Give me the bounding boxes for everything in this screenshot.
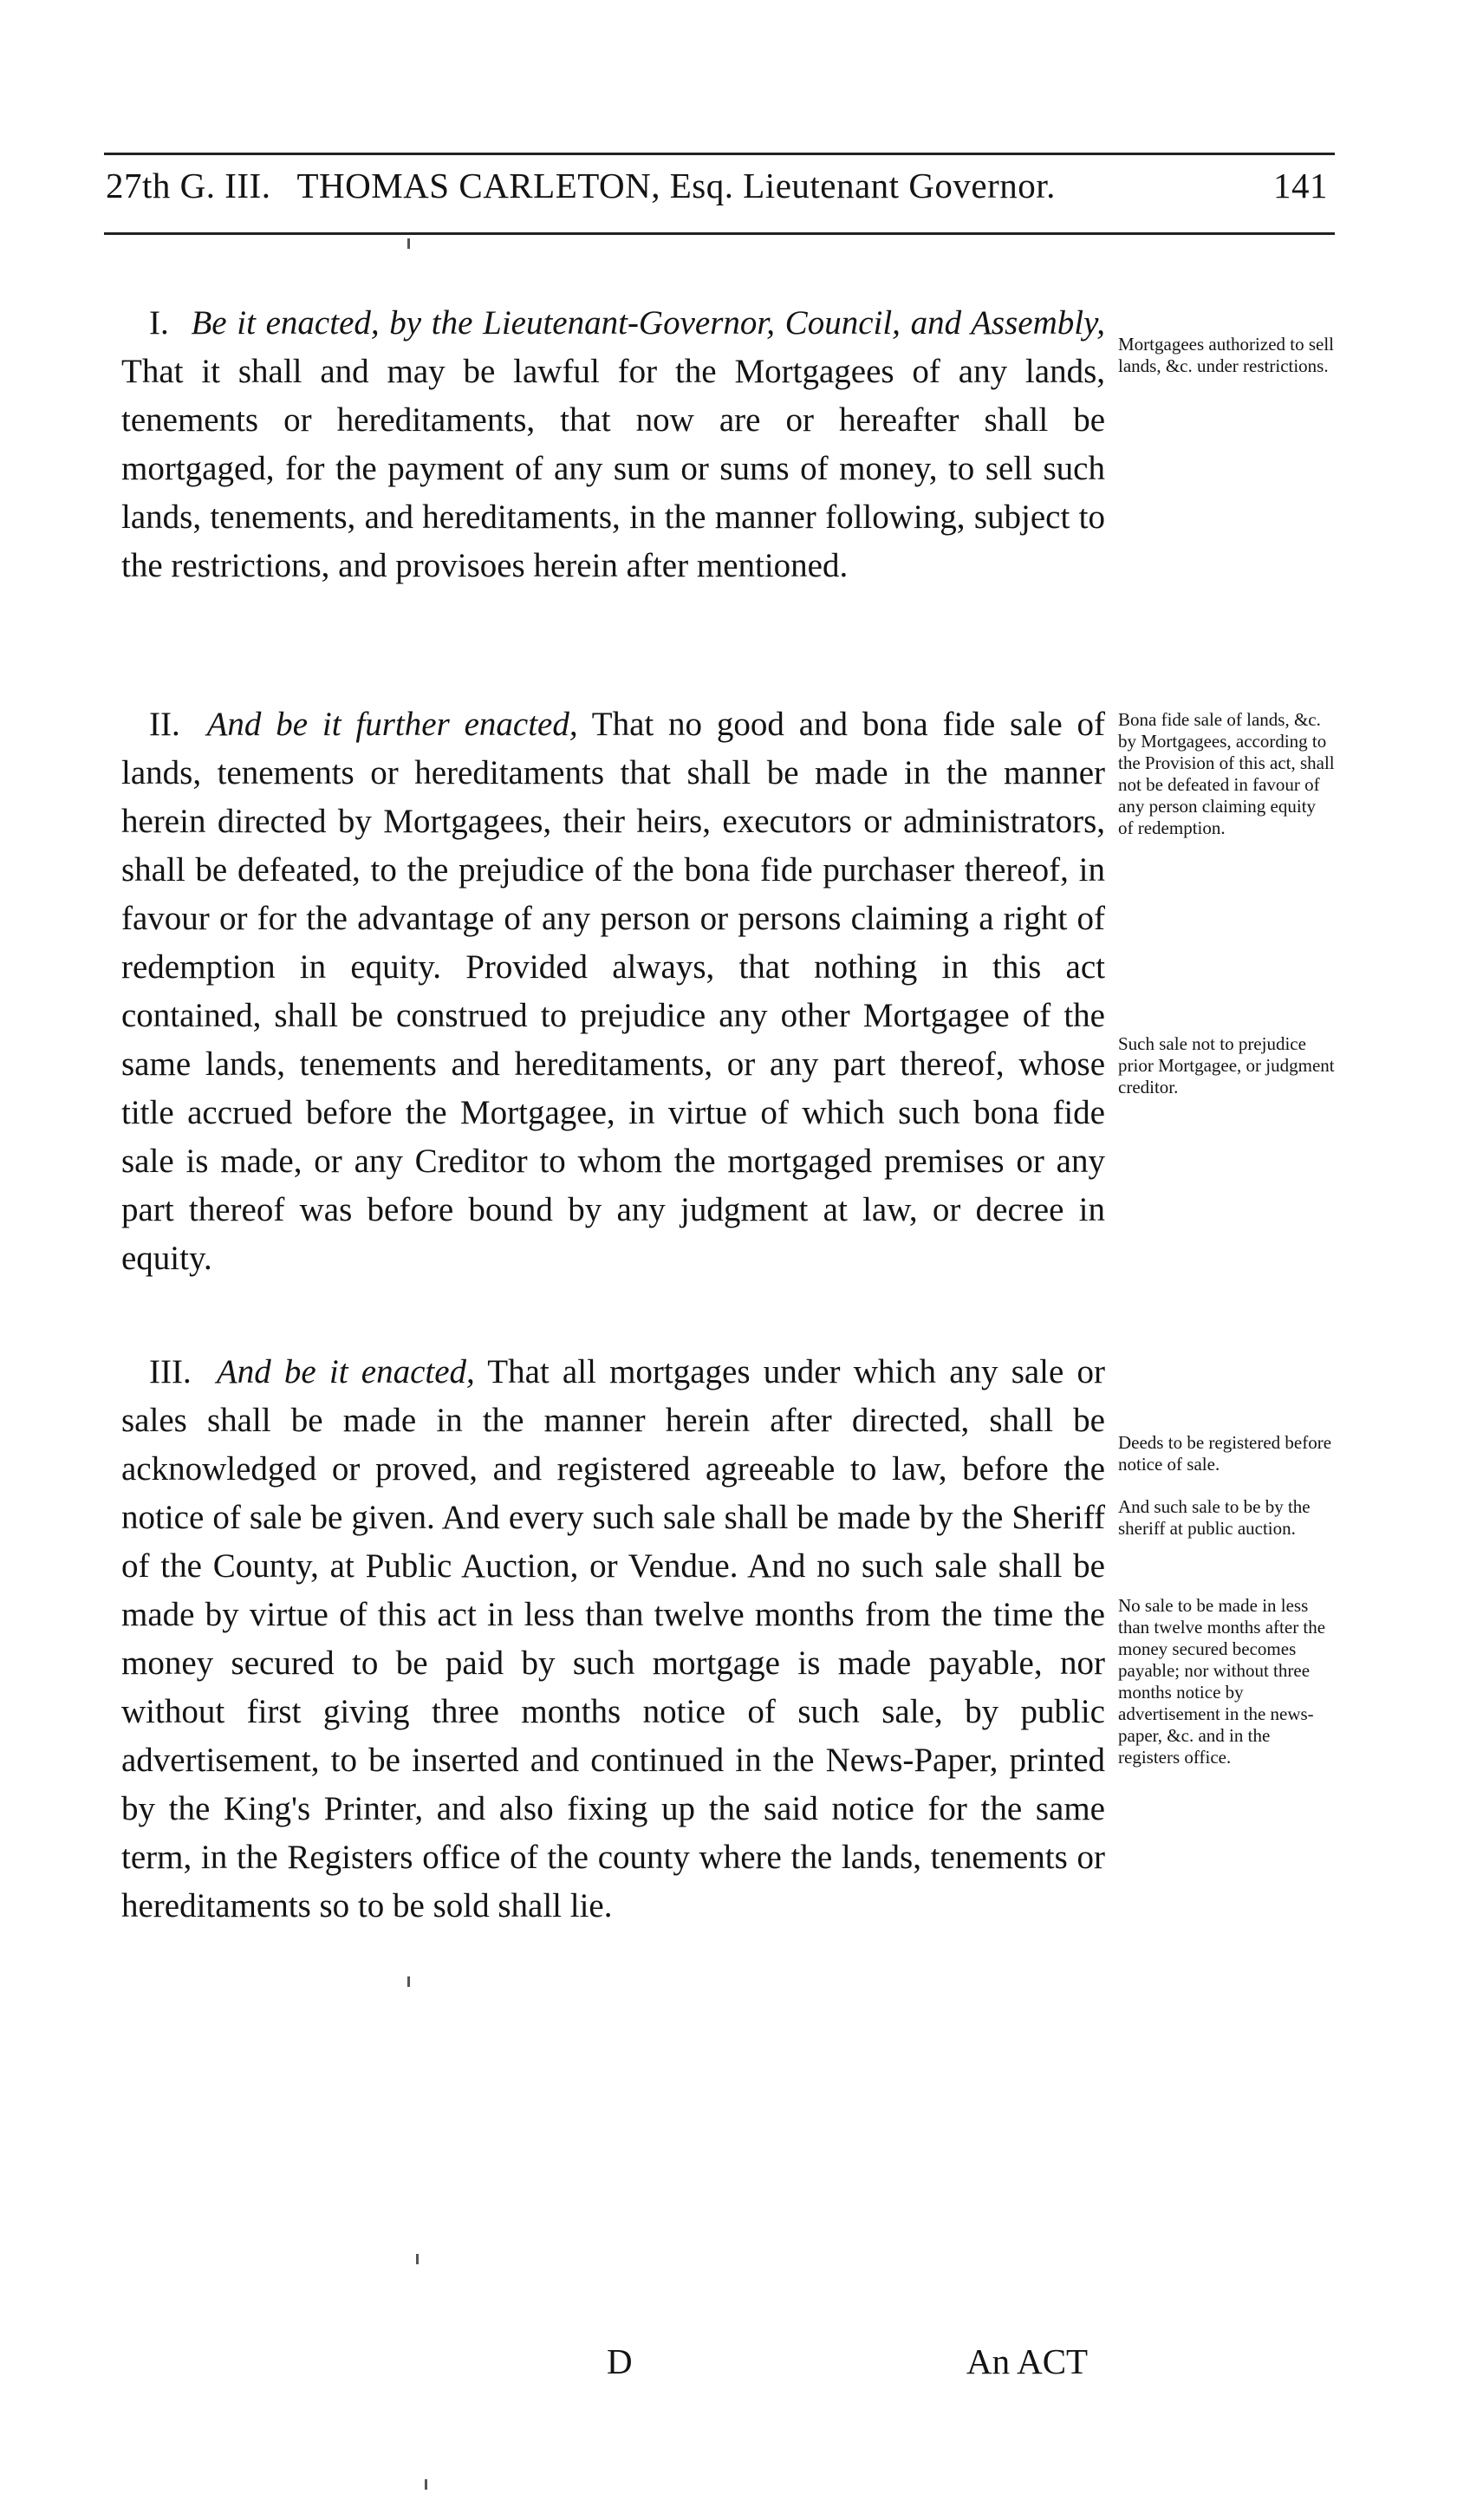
section-text: That it shall and may be lawful for the Mortgagees of any lands, tenements or hereditaments, that now are or hereafter shall be mortgaged, for the payment of any sum or sums of money, to sell such lands, tenements, and hereditaments, in the manner following, subject to the restrictions, and provisoes herein after mentioned. (121, 353, 1105, 584)
scan-speck (425, 2479, 427, 2490)
enacting-clause: And be it further enacted, (206, 706, 578, 743)
enacting-clause: Be it enacted, by the Lieutenant-Governor, Council, and Assembly, (191, 304, 1105, 342)
section-2 (121, 700, 1105, 1283)
running-head (106, 165, 1328, 225)
section-text: That no good and bona fide sale of lands, tenements or hereditaments that shall be made in the manner herein directed by Mortgagees, their heirs, executors or administrators, shall be defeated, to the prejudice of the bona fide purchaser thereof, in favour or for the advantage of any person or persons claiming a right of redemption in equity. Provided always, that nothing in this act contained, shall be construed to prejudice any other Mortgagee of the same lands, tenements and hereditaments, or any part thereof, whose title accrued before the Mortgagee, in virtue of which such bona fide sale is made, or any Creditor to whom the mortgaged premises or any part thereof was before bound by any judgment at law, or decree in equity. (121, 706, 1105, 1277)
regnal-year: 27th G. III. (106, 166, 271, 205)
top-rule (104, 153, 1335, 155)
enacting-clause: And be it enacted, (216, 1353, 475, 1390)
section-1 (121, 299, 1105, 590)
marginal-note: Deeds to be registered before notice of sale. (1118, 1432, 1332, 1475)
page-number: 141 (1273, 166, 1328, 205)
marginal-note: Bona fide sale of lands, &c. by Mortgagees, according to the Provision of this act, shall not be defeated in favour of any person claiming equity of redemption. (1118, 709, 1335, 838)
scan-speck (407, 238, 410, 249)
marginal-note: Mortgagees authorized to sell lands, &c. under restrictions. (1118, 334, 1335, 376)
marginal-note: And such sale to be by the sheriff at public auction. (1118, 1496, 1311, 1539)
marginal-note: Such sale not to prejudice prior Mortgagee, or judgment creditor. (1118, 1033, 1335, 1097)
section-number: I. (149, 304, 169, 342)
section-number: III. (149, 1353, 192, 1390)
head-rule (104, 232, 1335, 235)
scan-speck (407, 1976, 410, 1987)
marginal-note: No sale to be made in less than twelve months after the money secured becomes payable; nor without three months notice by advertisement in the news-paper, &c. and in the registers office. (1118, 1595, 1326, 1768)
scan-speck (416, 2254, 419, 2264)
section-number: II. (149, 706, 180, 743)
catchword: An ACT (966, 2341, 1089, 2381)
signature-mark: D (607, 2341, 633, 2381)
section-3 (121, 1348, 1105, 1931)
page-footer (0, 2341, 1483, 2393)
section-text: That all mortgages under which any sale or sales shall be made in the manner herein after directed, shall be acknowledged or proved, and registered agreeable to law, before the notice of sale be given. And every such sale shall be made by the Sheriff of the County, at Public Auction, or Vendue. And no such sale shall be made by virtue of this act in less than twelve months from the time the money secured to be paid by such mortgage is made payable, nor without first giving three months notice of such sale, by public advertisement, to be inserted and continued in the News-Paper, printed by the King's Printer, and also fixing up the said notice for the same term, in the Registers office of the county where the lands, tenements or hereditaments so to be sold shall lie. (121, 1353, 1105, 1924)
running-title: THOMAS CARLETON, Esq. Lieutenant Governor. (296, 166, 1056, 205)
